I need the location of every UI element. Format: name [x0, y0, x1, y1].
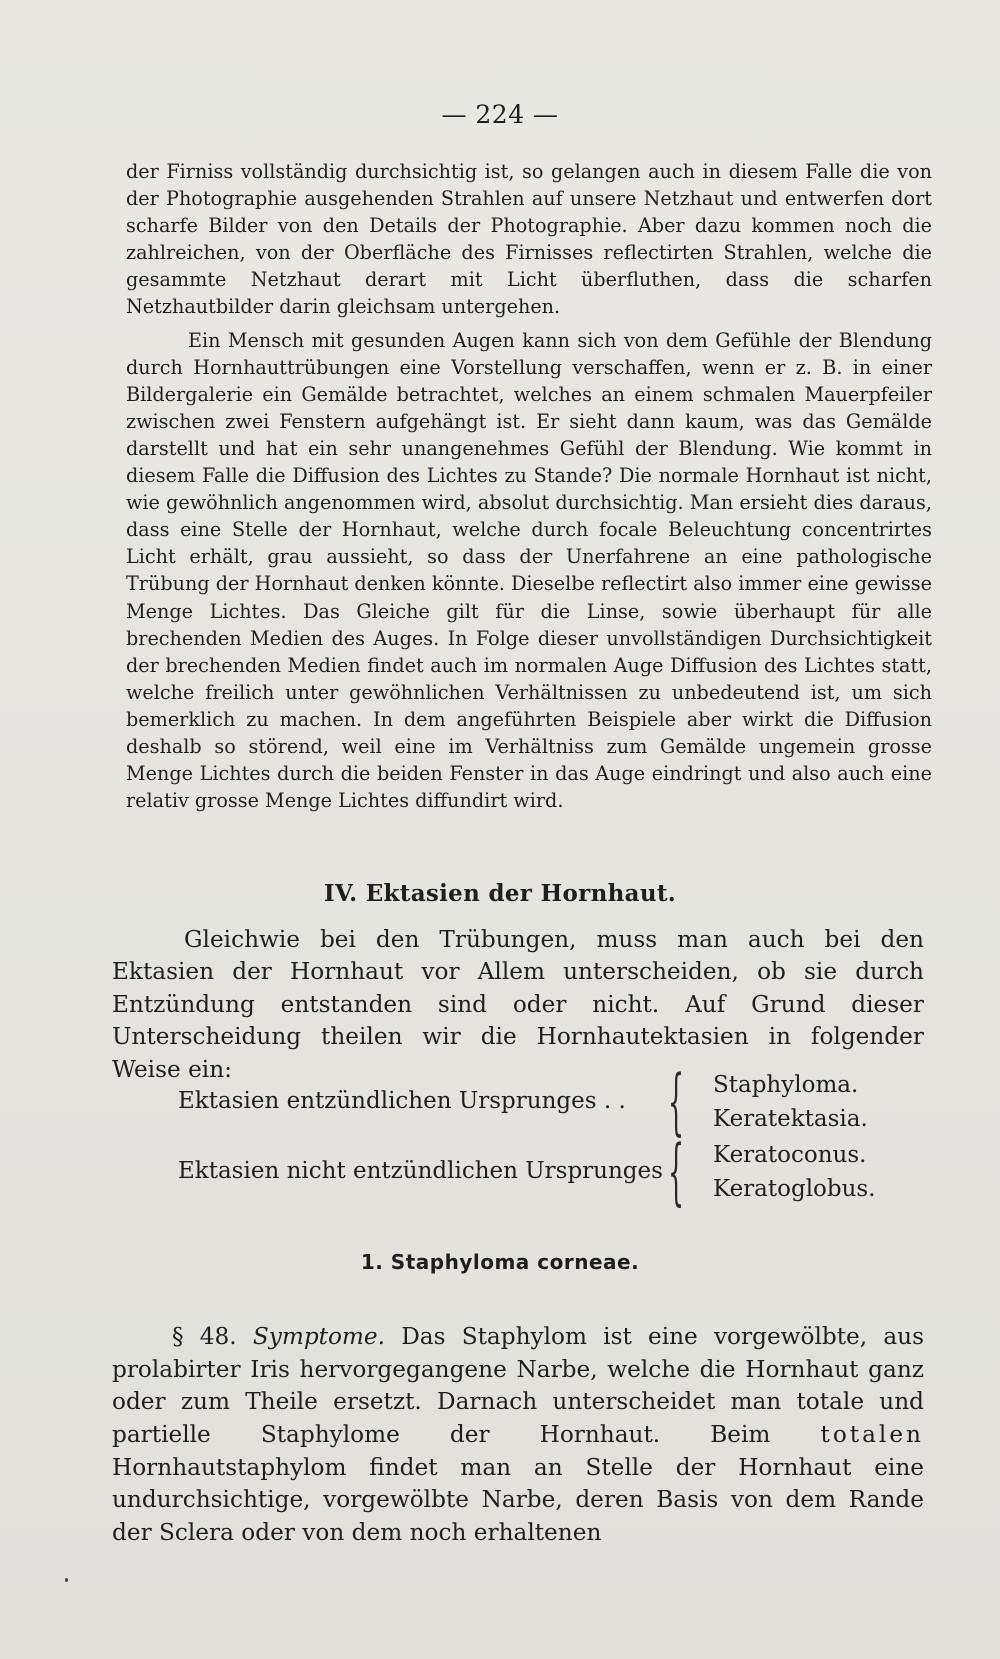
- paragraph-text: Hornhautstaphylom findet man an Stelle der Hornhaut eine undurchsichtige, vorgewölbte Narbe, deren Basis von dem Rande der Sclera oder von dem noch erhaltenen: [112, 1453, 924, 1546]
- intro-text: [126, 158, 932, 814]
- paragraph-title: Symptome.: [252, 1323, 386, 1351]
- section-intro: [112, 924, 924, 1086]
- section-intro-paragraph: Gleichwie bei den Trübungen, muss man auch bei den Ektasien der Hornhaut vor Allem unterscheiden, ob sie durch Entzündung entstanden sind oder nicht. Auf Grund dieser Unterscheidung theilen wir die Hornhautektasien in folgender Weise ein:: [112, 926, 924, 1083]
- paragraph-blendung: Ein Mensch mit gesunden Augen kann sich von dem Gefühle der Blendung durch Hornhauttrübungen eine Vorstellung verschaffen, wenn er z. B. in einer Bildergalerie ein Gemälde betrachtet, welches an einem schmalen Mauerpfeiler zwischen zwei Fenstern aufgehängt ist. Er sieht dann kaum, was das Gemälde darstellt und hat ein sehr unangenehmes Gefühl der Blendung. Wie kommt in diesem Falle die Diffusion des Lichtes zu Stande? Die normale Hornhaut ist nicht, wie gewöhnlich angenommen wird, absolut durchsichtig. Man ersieht dies daraus, dass eine Stelle der Hornhaut, welche durch focale Beleuchtung concentrirtes Licht erhält, grau aussieht, so dass der Unerfahrene an eine pathologische Trübung der Hornhaut denken könnte. Dieselbe reflectirt also immer eine gewisse Menge Lichtes. Das Gleiche gilt für die Linse, sowie überhaupt für alle brechenden Medien des Auges. In Folge dieser unvollständigen Durchsichtigkeit der brechenden Medien findet auch im normalen Auge Diffusion des Lichtes statt, welche freilich unter gewöhnlichen Verhältnissen zu unbedeutend ist, um sich bemerklich zu machen. In dem angeführten Beispiele aber wirkt die Diffusion deshalb so störend, weil eine im Verhältniss zum Gemälde ungemein grosse Menge Lichtes durch die beiden Fenster in das Auge eindringt und also auch eine relativ grosse Menge Lichtes diffundirt wird.: [126, 328, 932, 813]
- paragraph-number: § 48.: [172, 1323, 237, 1351]
- paragraph-text: Das Staphylom ist eine vorgewölbte, aus prolabirter Iris hervorgegangene Narbe, welche die Hornhaut ganz oder zum Theile ersetzt. Darnach unterscheidet man totale und partielle Staphylome der Hornhaut. Beim: [112, 1323, 924, 1448]
- brace-symbol: {: [668, 1059, 685, 1143]
- classification-item: Staphyloma.: [713, 1072, 859, 1098]
- section-48-paragraph: [112, 1321, 924, 1549]
- subsection-heading: 1. Staphyloma corneae.: [360, 1250, 640, 1274]
- paragraph-continuation: der Firniss vollständig durchsichtig ist, so gelangen auch in diesem Falle die von der Photographie ausgehenden Strahlen auf unsere Netzhaut und entwerfen dort scharfe Bilder von den Details der Photographie. Aber dazu kommen noch die zahlreichen, von der Oberfläche des Firnisses reflectirten Strahlen, welche die gesammte Netzhaut derart mit Licht überfluthen, dass die scharfen Netzhautbilder darin gleichsam untergehen.: [126, 160, 932, 319]
- page-number: — 224 —: [441, 100, 559, 129]
- section-48: [112, 1298, 924, 1573]
- brace-symbol: {: [668, 1129, 685, 1213]
- classification-label: Ektasien nicht entzündlichen Ursprunges: [178, 1158, 663, 1184]
- margin-mark: [65, 1578, 68, 1582]
- classification-label: Ektasien entzündlichen Ursprunges . .: [178, 1088, 626, 1114]
- classification-row: [178, 1059, 878, 1143]
- classification-items: [713, 1138, 876, 1206]
- classification-item: Keratektasia.: [713, 1106, 868, 1132]
- classification-item: Keratoconus.: [713, 1142, 867, 1168]
- section-heading: IV. Ektasien der Hornhaut.: [323, 880, 677, 907]
- spaced-word: totalen: [820, 1420, 924, 1448]
- classification-item: Keratoglobus.: [713, 1176, 876, 1202]
- classification-items: [713, 1068, 868, 1136]
- classification-table: [178, 1059, 878, 1213]
- classification-row: [178, 1129, 878, 1213]
